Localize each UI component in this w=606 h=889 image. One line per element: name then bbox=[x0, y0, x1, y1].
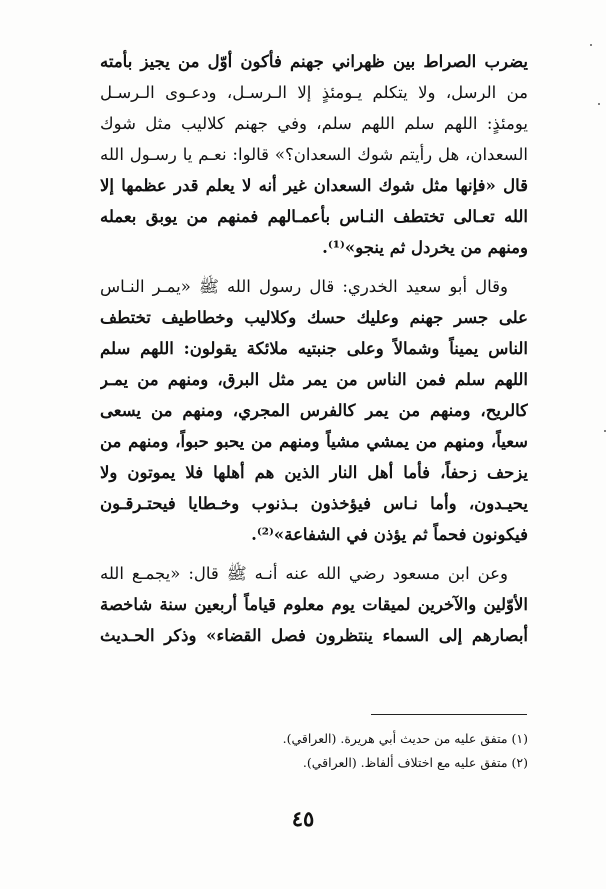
paragraph bbox=[100, 271, 528, 550]
text-line: الأوّلين والآخرين لميقات يوم معلوم قياماً أربعين سنة شاخصة bbox=[100, 595, 528, 614]
footnote: (٢) متفق عليه مع اختلاف ألفاظ. (العراقي). bbox=[302, 755, 528, 770]
text-line: الله تعـالى تختطف النـاس بأعمـالهم فمنهم من يوبق بعمله bbox=[100, 207, 528, 226]
paragraph bbox=[100, 558, 528, 651]
text-line: قال «فإنها مثل شوك السعدان غير أنه لا يعلم قدر عظمها إلا bbox=[100, 176, 528, 195]
text-line: يضرب الصراط بين ظهراني جهنم فأكون أوّل من يجيز بأمته bbox=[100, 52, 528, 71]
text-line: الناس يميناً وشمالاً وعلى جنبتيه ملائكة يقولون: اللهم سلم bbox=[100, 339, 528, 358]
text-line: السعدان، هل رأيتم شوك السعدان؟» قالوا: نعـم يا رسـول الله bbox=[100, 145, 528, 164]
text-line: اللهم سلم فمن الناس من يمر مثل البرق، ومنهم من يمـر bbox=[100, 370, 528, 389]
text-line: يزحف زحفاً، فأما أهل النار الذين هم أهلها فلا يموتون ولا bbox=[100, 463, 528, 482]
text-line: يومئذٍ: اللهم سلم اللهم سلم، وفي جهنم كلاليب مثل شوك bbox=[100, 114, 528, 133]
text-line: أبصارهم إلى السماء ينتظرون فصل القضاء» وذكر الحـديث bbox=[100, 626, 528, 645]
paragraph bbox=[100, 46, 528, 263]
text-line: يحيـدون، وأما نـاس فيؤخذون بـذنوب وخـطايا فيحتـرقـون bbox=[100, 494, 528, 513]
text-line: كالريح، ومنهم من يمر كالفرس المجري، ومنهم من يسعى bbox=[100, 401, 528, 420]
footnote-separator bbox=[371, 714, 527, 715]
text-line: ومنهم من يخردل ثم ينجو»⁽¹⁾. bbox=[322, 238, 528, 257]
text-line: وقال أبو سعيد الخدري: قال رسول الله ﷺ «يمـر النـاس bbox=[100, 277, 508, 296]
footnotes bbox=[100, 727, 528, 775]
text-line: من الرسل، ولا يتكلم يـومئذٍ إلا الـرسـل، ودعـوى الـرسـل bbox=[100, 83, 528, 102]
text-line: فيكونون فحماً ثم يؤذن في الشفاعة»⁽²⁾. bbox=[251, 525, 528, 544]
text-line: على جسر جهنم وعليك حسك وكلاليب وخطاطيف تختطف bbox=[100, 308, 528, 327]
scan-speck bbox=[598, 103, 600, 105]
text-line: وعن ابن مسعود رضي الله عنه أنـه ﷺ قال: «يجمـع الله bbox=[100, 564, 508, 583]
page-number: ٤٥ bbox=[291, 806, 315, 831]
footnote: (١) متفق عليه من حديث أبي هريرة. (العراقي). bbox=[282, 731, 528, 746]
scan-speck bbox=[590, 44, 592, 46]
text-line: سعياً، ومنهم من يمشي مشياً ومنهم من يحبو حبواً، ومنهم من bbox=[100, 432, 528, 451]
main-text bbox=[100, 46, 528, 651]
